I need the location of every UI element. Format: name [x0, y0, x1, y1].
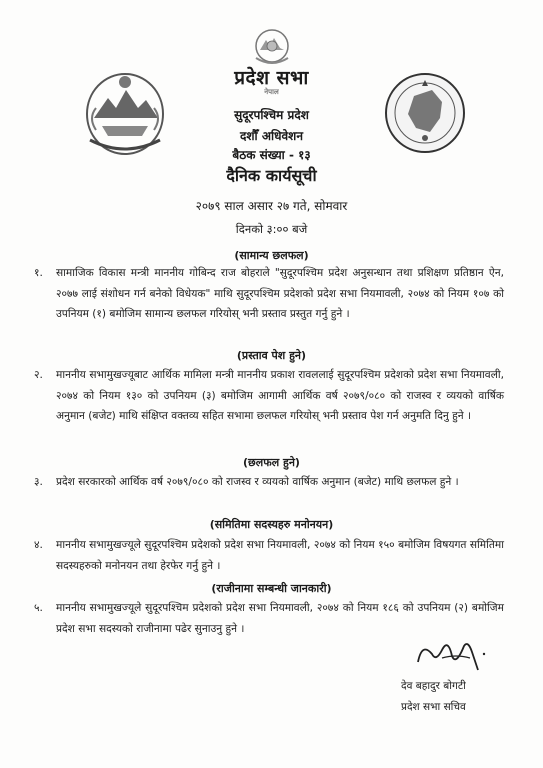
agenda-item-text: सामाजिक विकास मन्त्री माननीय गोबिन्द राज बोहराले "सुदूरपश्चिम प्रदेश अनुसन्धान तथा प्रशिक्षण प्रतिष्ठान ऐन, २०७७ लाई संशोधन गर्न बनेको विधेयक" माथि सुदूरपश्चिम प्रदेशको प्रदेश सभा नियमावली, २०७४ को नियम १०७ को उपनियम (१) बमोजिम सामान्य छलफल गरियोस् भनी प्रस्ताव प्रस्तुत गर्नु हुने । [56, 267, 504, 320]
secretary-name: देव बहादुर बोगटी [401, 680, 466, 692]
session-number: दशौँ अधिवेशन [240, 129, 303, 143]
meeting-time: दिनको ३:०० बजे [235, 222, 308, 236]
section-heading-resignation: (राजीनामा सम्बन्धी जानकारी) [211, 582, 332, 595]
agenda-item-number: ३. [34, 476, 43, 488]
emblem-subtitle: नेपाल [264, 88, 279, 96]
parliament-emblem-icon [250, 28, 294, 68]
agenda-item-text: प्रदेश सरकारको आर्थिक वर्ष २०७९/०८० को राजस्व र व्ययको वार्षिक अनुमान (बजेट) माथि छलफल हुने । [56, 476, 459, 488]
assembly-title: प्रदेश सभा [234, 67, 309, 89]
agenda-item-number: ४. [34, 539, 43, 551]
agenda-item-number: २. [34, 369, 43, 381]
section-heading-discussion: (छलफल हुने) [243, 456, 300, 469]
section-heading-general-discussion: (सामान्य छलफल) [234, 249, 309, 262]
agenda-item-4 [34, 535, 504, 576]
agenda-item-number: १. [34, 267, 43, 279]
section-heading-committee-nomination: (समितिमा सदस्यहरु मनोनयन) [209, 518, 334, 531]
province-name: सुदूरपश्चिम प्रदेश [234, 108, 309, 122]
agenda-item-text: माननीय सभामुखज्यूले सुदूरपश्चिम प्रदेशको प्रदेश सभा नियमावली, २०७४ को नियम १५० बमोजिम विषयगत समितिमा सदस्यहरुको मनोनयन तथा हेरफेर गर्नु हुने । [56, 539, 504, 572]
agenda-item-2 [34, 365, 504, 427]
agenda-item-text: माननीय सभामुखज्यूले सुदूरपश्चिम प्रदेशको प्रदेश सभा नियमावली, २०७४ को नियम १८६ को उपनियम (२) बमोजिम प्रदेश सभा सदस्यको राजीनामा पढेर सुनाउनु हुने । [56, 602, 504, 635]
agenda-item-text: माननीय सभामुखज्यूबाट आर्थिक मामिला मन्त्री माननीय प्रकाश रावललाई सुदूरपश्चिम प्रदेशको प्रदेश सभा नियमावली, २०७४ को नियम १३० को उपनियम (३) बमोजिम आगामी आर्थिक वर्ष २०७९/०८० को राजस्व र व्ययको वार्षिक अनुमान (बजेट) माथि संक्षिप्त वक्तव्य सहित सभामा छलफल गरियोस् भनी प्रस्ताव पेश गर्न अनुमति दिनु हुने । [56, 369, 504, 422]
secretary-designation: प्रदेश सभा सचिव [401, 701, 466, 713]
handwritten-signature-icon [412, 632, 492, 676]
section-heading-motion: (प्रस्ताव पेश हुने) [236, 349, 307, 362]
meeting-number: बैठक संख्या - १३ [232, 148, 311, 162]
agenda-item-number: ५. [34, 602, 43, 614]
meeting-date: २०७९ साल असार २७ गते, सोमवार [195, 199, 348, 213]
document-title: दैनिक कार्यसूची [226, 166, 317, 185]
agenda-item-3 [34, 472, 504, 493]
agenda-item-1 [34, 263, 504, 325]
